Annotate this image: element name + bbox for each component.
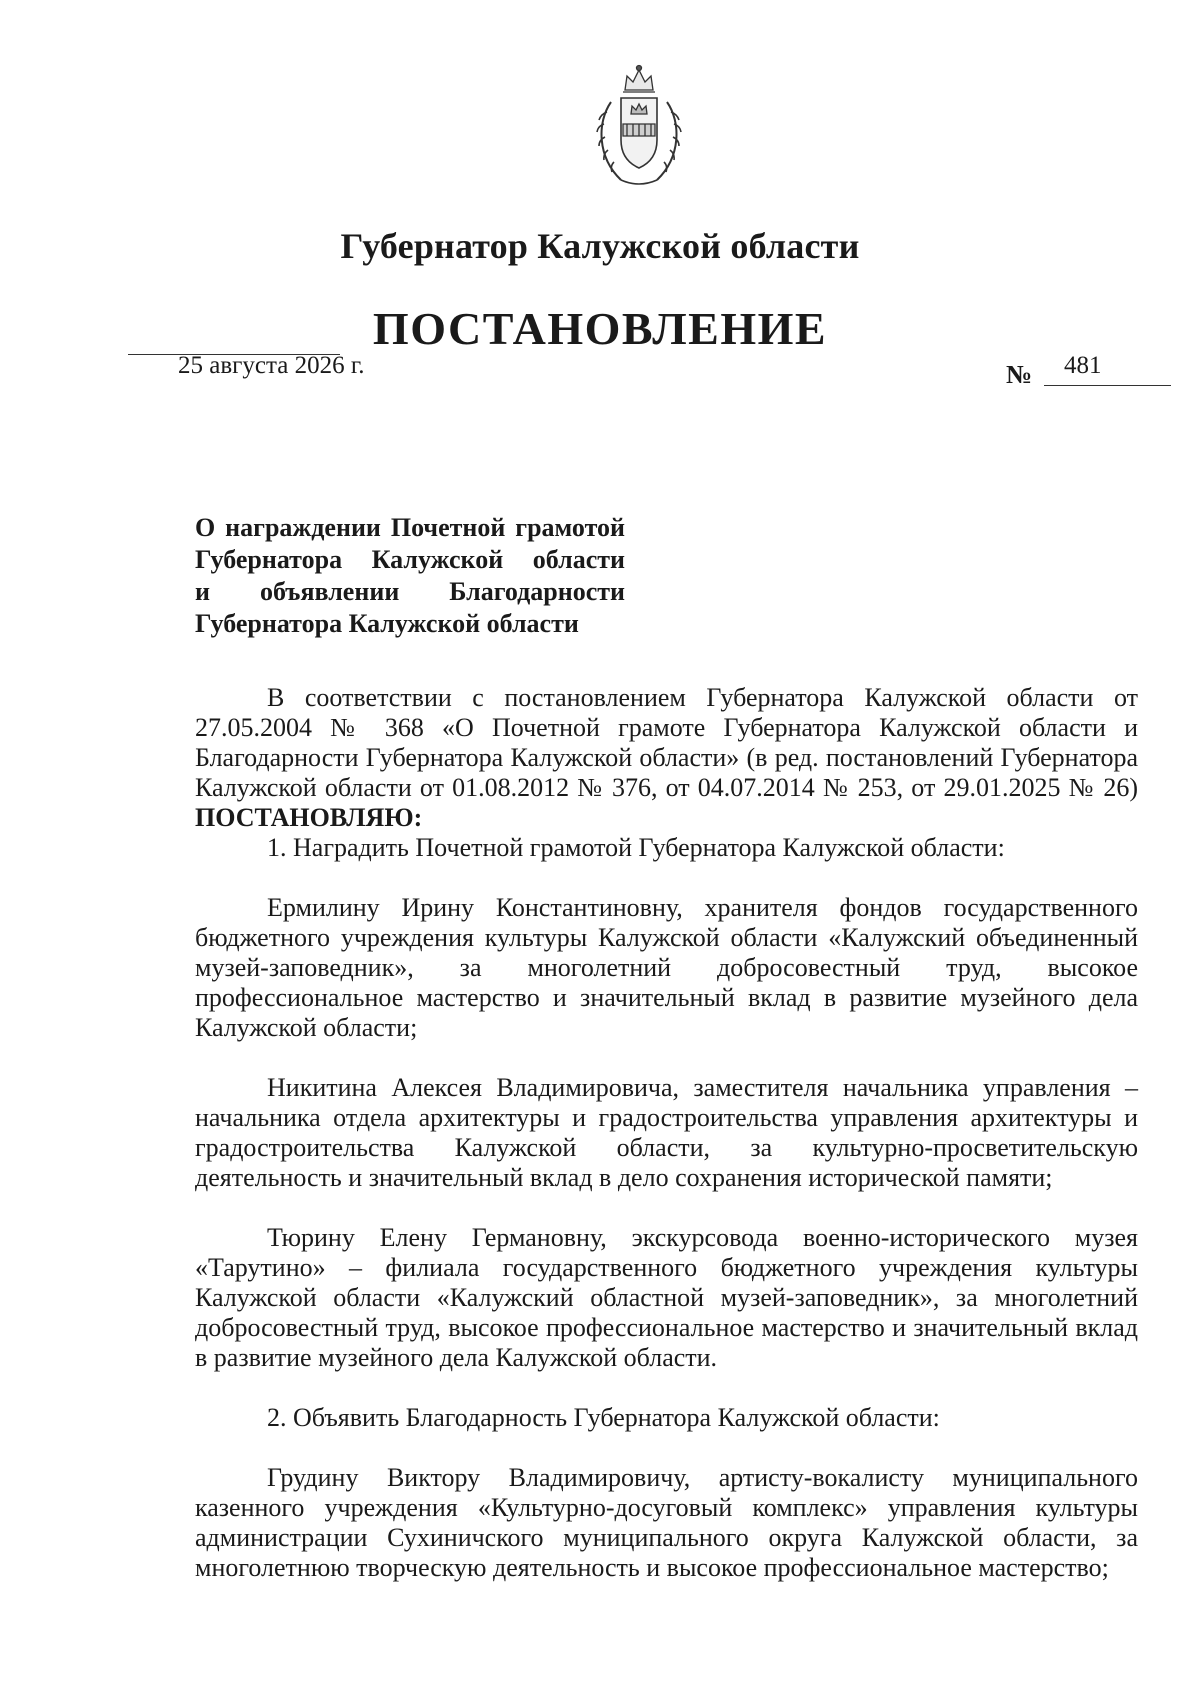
item-1-heading: 1. Наградить Почетной грамотой Губернатора Калужской области: [267, 833, 1005, 862]
subject-line: Губернатора Калужской области [195, 609, 579, 638]
document-type-title: ПОСТАНОВЛЕНИЕ [372, 303, 828, 354]
document-body [195, 683, 1138, 1583]
document-date: 25 августа 2026 г. [178, 352, 365, 379]
document-number: 481 [1064, 352, 1102, 379]
spacer [195, 1433, 1138, 1463]
document-subject [195, 512, 625, 640]
number-underline [1044, 385, 1171, 386]
issuing-authority: Губернатор Калужской области [340, 226, 860, 266]
thanks-paragraph-1: Грудину Виктору Владимировичу, артисту-вокалисту муниципального казенного учреждения «Культурно-досуговый комплекс» управления культуры администрации Сухиничского муниципального округа Калужской области, за многолетнюю творческую деятельность и высокое профессиональное мастерство; [195, 1463, 1138, 1582]
preamble-text: В соответствии с постановлением Губернатора Калужской области от 27.05.2004 № 368 «О Почетной грамоте Губернатора Калужской области и Благодарности Губернатора Калужской области» (в ред. постановлений Губернатора Калужской области от 01.08.2012 № 376, от 04.07.2014 № 253, от 29.01.2025 № 26) [195, 683, 1138, 802]
award-paragraph-1: Ермилину Ирину Константиновну, хранителя фондов государственного бюджетного учреждения культуры Калужской области «Калужский объединенный музей-заповедник», за многолетний добросовестный труд, высокое профессиональное мастерство и значительный вклад в развитие музейного дела Калужской области; [195, 893, 1138, 1042]
spacer [195, 863, 1138, 893]
item-2-heading: 2. Объявить Благодарность Губернатора Калужской области: [267, 1403, 940, 1432]
subject-line: Губернатора Калужской области [195, 545, 625, 574]
spacer [195, 1373, 1138, 1403]
spacer [195, 1193, 1138, 1223]
preamble-paragraph [195, 683, 1138, 833]
award-paragraph-3: Тюрину Елену Германовну, экскурсовода военно-исторического музея «Тарутино» – филиала государственного бюджетного учреждения культуры Калужской области «Калужский областной музей-заповедник», за многолетний добросовестный труд, высокое профессиональное мастерство и значительный вклад в развитие музейного дела Калужской области. [195, 1223, 1138, 1372]
subject-line: О награждении Почетной грамотой [195, 513, 625, 542]
spacer [195, 1043, 1138, 1073]
coat-of-arms-icon [589, 62, 689, 190]
award-paragraph-2: Никитина Алексея Владимировича, заместителя начальника управления – начальника отдела архитектуры и градостроительства управления архитектуры и градостроительства Калужской области, за культурно-просветительскую деятельность и значительный вклад в дело сохранения исторической памяти; [195, 1073, 1138, 1192]
decree-word: ПОСТАНОВЛЯЮ: [195, 803, 423, 832]
number-label: № [1006, 360, 1033, 389]
subject-line: и объявлении Благодарности [195, 577, 625, 606]
